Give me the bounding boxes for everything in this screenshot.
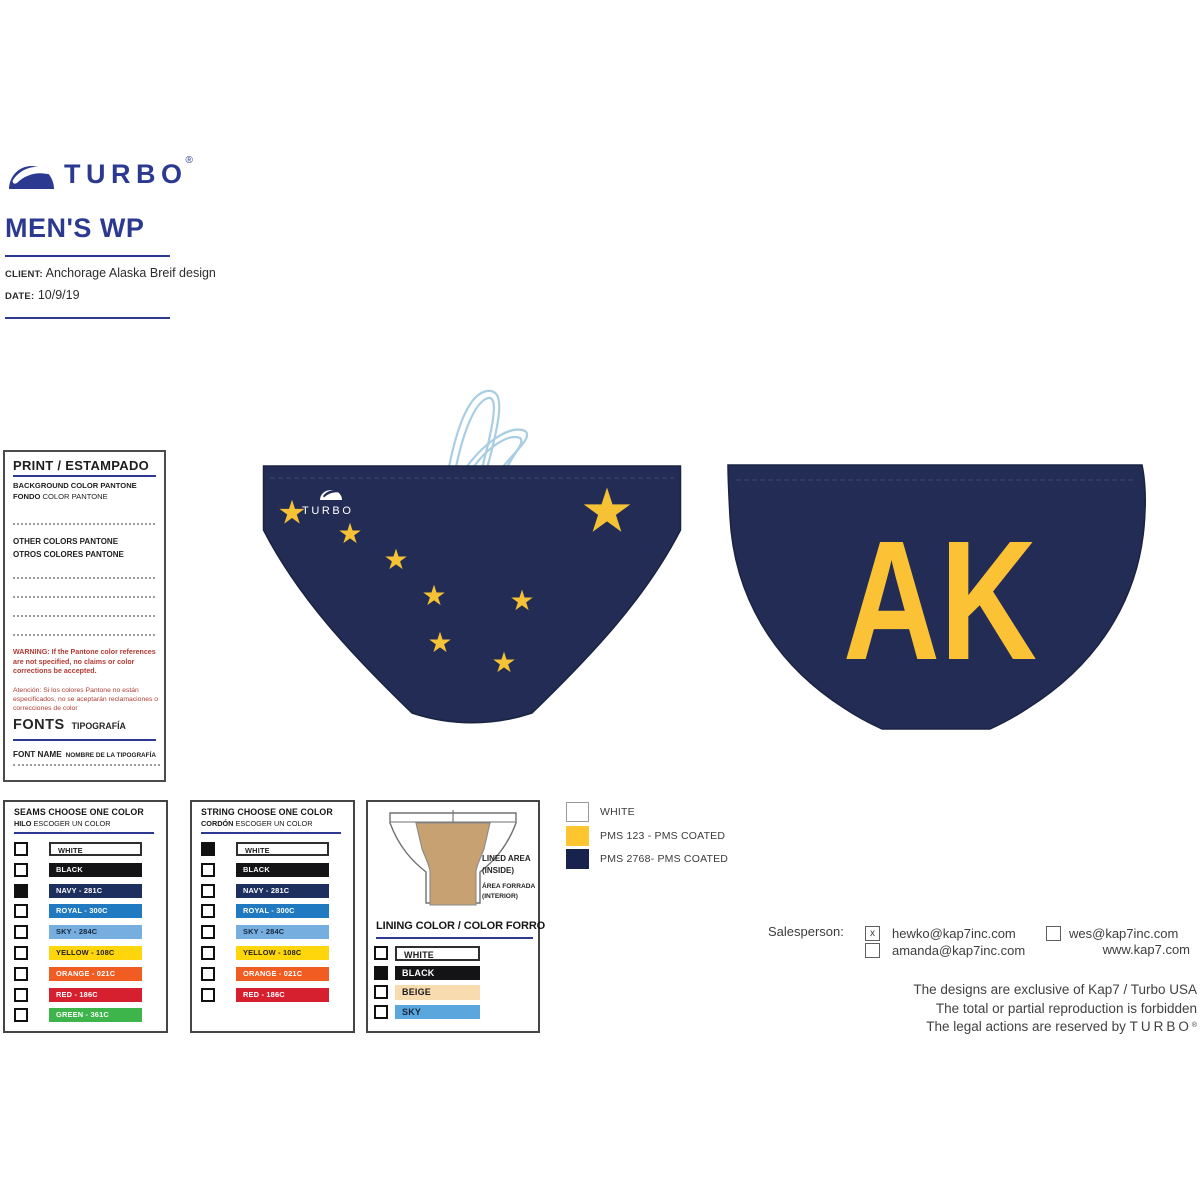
pms-legend (566, 802, 728, 869)
salesperson-label: Salesperson: (768, 924, 844, 939)
fill-in-line[interactable] (13, 615, 155, 617)
divider (5, 255, 170, 257)
color-option-row (14, 904, 166, 918)
color-swatch-label: NAVY - 281C (236, 884, 329, 898)
color-option-row (201, 925, 353, 939)
background-color-label: BACKGROUND COLOR PANTONE (13, 481, 137, 490)
date-line (5, 288, 80, 302)
suit-back-view (726, 462, 1156, 762)
color-swatch-label: BLACK (49, 863, 142, 877)
legal-turbo-brand: TURBO (1129, 1019, 1192, 1034)
seams-panel (3, 800, 168, 1033)
seams-title: SEAMS CHOOSE ONE COLOR (14, 807, 144, 817)
client-line (5, 266, 216, 280)
salesperson-checkbox-hewko[interactable]: x (865, 926, 880, 941)
color-swatch-label: RED - 186C (236, 988, 329, 1002)
legend-color-swatch (566, 802, 589, 822)
color-option-checkbox[interactable] (201, 842, 215, 856)
color-swatch-label: ROYAL - 300C (236, 904, 329, 918)
registered-mark: ® (185, 155, 193, 166)
client-label: CLIENT: (5, 269, 43, 280)
color-option-checkbox[interactable] (14, 863, 28, 877)
other-colors-label: OTHER COLORS PANTONE (13, 537, 119, 546)
color-option-checkbox[interactable] (201, 946, 215, 960)
client-value: Anchorage Alaska Breif design (45, 266, 216, 280)
date-label: DATE: (5, 291, 35, 302)
website-text: www.kap7.com (1102, 942, 1190, 957)
color-swatch-label: YELLOW - 108C (236, 946, 329, 960)
warning-text-es: Atención: Si los colores Pantone no están especificados, no se aceptarán reclamaciones o correcciones de color (13, 687, 159, 712)
legend-row (566, 826, 728, 846)
fill-in-line[interactable] (13, 577, 155, 579)
seams-subtitle-rest: ESCOGER UN COLOR (31, 819, 111, 828)
legal-line-3 (700, 1018, 1197, 1037)
lined-area-interior-label: (INTERIOR) (482, 893, 518, 900)
fonts-subtitle: TIPOGRAFÍA (71, 721, 126, 731)
font-name-sub: NOMBRE DE LA TIPOGRAFÍA (65, 752, 156, 759)
fill-in-line[interactable] (13, 764, 160, 766)
color-option-row (201, 863, 353, 877)
divider (5, 317, 170, 319)
lining-panel (366, 800, 546, 1033)
color-swatch-label: ORANGE - 021C (236, 967, 329, 981)
string-subtitle (201, 819, 353, 828)
legend-label: PMS 123 - PMS COATED (600, 829, 726, 842)
color-swatch-label: BLACK (236, 863, 329, 877)
print-panel (3, 450, 166, 782)
lined-area-label: LINED AREA (482, 854, 531, 863)
string-subtitle-bold: CORDÓN (201, 819, 234, 828)
color-swatch-label: ROYAL - 300C (49, 904, 142, 918)
fill-in-line[interactable] (13, 634, 155, 636)
legend-label: PMS 2768- PMS COATED (600, 853, 729, 865)
string-subtitle-rest: ESCOGER UN COLOR (233, 819, 313, 828)
fondo-bold: FONDO (13, 492, 41, 501)
color-option-row (201, 842, 353, 856)
legend-color-swatch (566, 849, 589, 869)
color-swatch-label: SKY (395, 1005, 480, 1020)
color-option-row (201, 904, 353, 918)
string-title: STRING CHOOSE ONE COLOR (201, 807, 333, 817)
page-title: MEN'S WP (5, 213, 145, 243)
registered-mark: ® (1191, 1022, 1197, 1029)
lining-options (374, 946, 480, 1019)
fill-in-line[interactable] (13, 596, 155, 598)
date-value: 10/9/19 (37, 288, 80, 302)
seams-subtitle (14, 819, 166, 828)
color-option-row (14, 988, 166, 1002)
color-option-row (14, 884, 166, 898)
color-option-checkbox[interactable] (374, 1005, 388, 1019)
color-option-row (374, 985, 480, 1000)
turbo-wave-icon (8, 159, 55, 189)
color-swatch-label: BLACK (395, 966, 480, 981)
color-option-checkbox[interactable] (201, 863, 215, 877)
salesperson-checkbox-amanda[interactable] (865, 943, 880, 958)
divider (201, 832, 341, 834)
color-swatch-label: SKY - 284C (236, 925, 329, 939)
suit-front-view (262, 384, 682, 732)
salesperson-checkbox-wes[interactable] (1046, 926, 1061, 941)
font-name-row (13, 744, 156, 762)
color-swatch-label: ORANGE - 021C (49, 967, 142, 981)
other-colors-label-es: OTROS COLORES PANTONE (13, 550, 124, 559)
background-color-label-es (13, 492, 108, 501)
color-option-checkbox[interactable] (14, 1008, 28, 1022)
color-option-row (374, 966, 480, 981)
string-panel (190, 800, 355, 1033)
color-option-row (201, 884, 353, 898)
color-option-checkbox[interactable] (14, 988, 28, 1002)
ak-print-text: AK (843, 506, 1037, 696)
color-swatch-label: RED - 186C (49, 988, 142, 1002)
legend-row (566, 849, 728, 869)
color-swatch-label: GREEN - 361C (49, 1008, 142, 1022)
divider (376, 937, 533, 939)
color-option-row (14, 946, 166, 960)
legal-line-2: The total or partial reproduction is forbidden (935, 1000, 1197, 1016)
seams-subtitle-bold: HILO (14, 819, 32, 828)
color-option-checkbox[interactable] (14, 925, 28, 939)
color-option-row (14, 1008, 166, 1022)
color-option-row (14, 925, 166, 939)
color-swatch-label: WHITE (236, 842, 329, 856)
fill-in-line[interactable] (13, 523, 155, 525)
color-option-checkbox[interactable] (14, 884, 28, 898)
legend-color-swatch (566, 826, 589, 846)
color-swatch-label: YELLOW - 108C (49, 946, 142, 960)
color-swatch-label: WHITE (49, 842, 142, 856)
salesperson-email-hewko: hewko@kap7inc.com (892, 926, 1016, 941)
color-option-checkbox[interactable] (374, 966, 388, 980)
color-option-checkbox[interactable] (201, 904, 215, 918)
lining-title: LINING COLOR / COLOR FORRO (376, 920, 546, 932)
color-option-checkbox[interactable] (374, 946, 388, 960)
color-option-checkbox[interactable] (374, 985, 388, 999)
lined-area-label-es: ÁREA FORRADA (482, 883, 536, 890)
legal-line-1: The designs are exclusive of Kap7 / Turbo USA (913, 982, 1197, 997)
divider (14, 832, 154, 834)
font-name-label: FONT NAME (13, 750, 62, 759)
color-option-checkbox[interactable] (201, 884, 215, 898)
seams-options (14, 842, 166, 1022)
legal-line-3-prefix: The legal actions are reserved by (926, 1019, 1130, 1034)
turbo-logo-text: TURBO (64, 159, 188, 189)
color-option-checkbox[interactable] (201, 967, 215, 981)
color-option-row (14, 967, 166, 981)
color-option-checkbox[interactable] (14, 967, 28, 981)
color-option-checkbox[interactable] (201, 988, 215, 1002)
color-option-checkbox[interactable] (14, 946, 28, 960)
legend-label: WHITE (600, 806, 635, 818)
turbo-logo (8, 155, 195, 189)
color-option-checkbox[interactable] (14, 842, 28, 856)
fonts-heading (13, 716, 126, 734)
salesperson-email-wes: wes@kap7inc.com (1069, 926, 1179, 941)
color-option-row (201, 988, 353, 1002)
color-swatch-label: NAVY - 281C (49, 884, 142, 898)
lined-area-inside-label: (INSIDE) (482, 866, 514, 875)
legal-text (700, 981, 1197, 1037)
turbo-mini-logo-text: TURBO (302, 505, 354, 517)
color-option-checkbox[interactable] (201, 925, 215, 939)
color-option-row (201, 967, 353, 981)
print-panel-title: PRINT / ESTAMPADO (13, 458, 150, 473)
color-option-row (374, 1005, 480, 1020)
color-option-checkbox[interactable] (14, 904, 28, 918)
color-option-row (374, 946, 480, 961)
color-option-row (201, 946, 353, 960)
color-option-row (14, 863, 166, 877)
legend-row (566, 802, 728, 822)
color-option-row (14, 842, 166, 856)
color-swatch-label: WHITE (395, 946, 480, 961)
string-options (201, 842, 353, 1002)
drawstring-icon (448, 391, 527, 472)
warning-text-en: WARNING: If the Pantone color references are not specified, no claims or color corrections be accepted. (13, 648, 156, 676)
fonts-title: FONTS (13, 717, 65, 733)
color-swatch-label: BEIGE (395, 985, 480, 1000)
color-swatch-label: SKY - 284C (49, 925, 142, 939)
divider (13, 475, 156, 477)
divider (13, 739, 156, 741)
salesperson-email-amanda: amanda@kap7inc.com (892, 943, 1026, 958)
fondo-rest: COLOR PANTONE (40, 492, 108, 501)
